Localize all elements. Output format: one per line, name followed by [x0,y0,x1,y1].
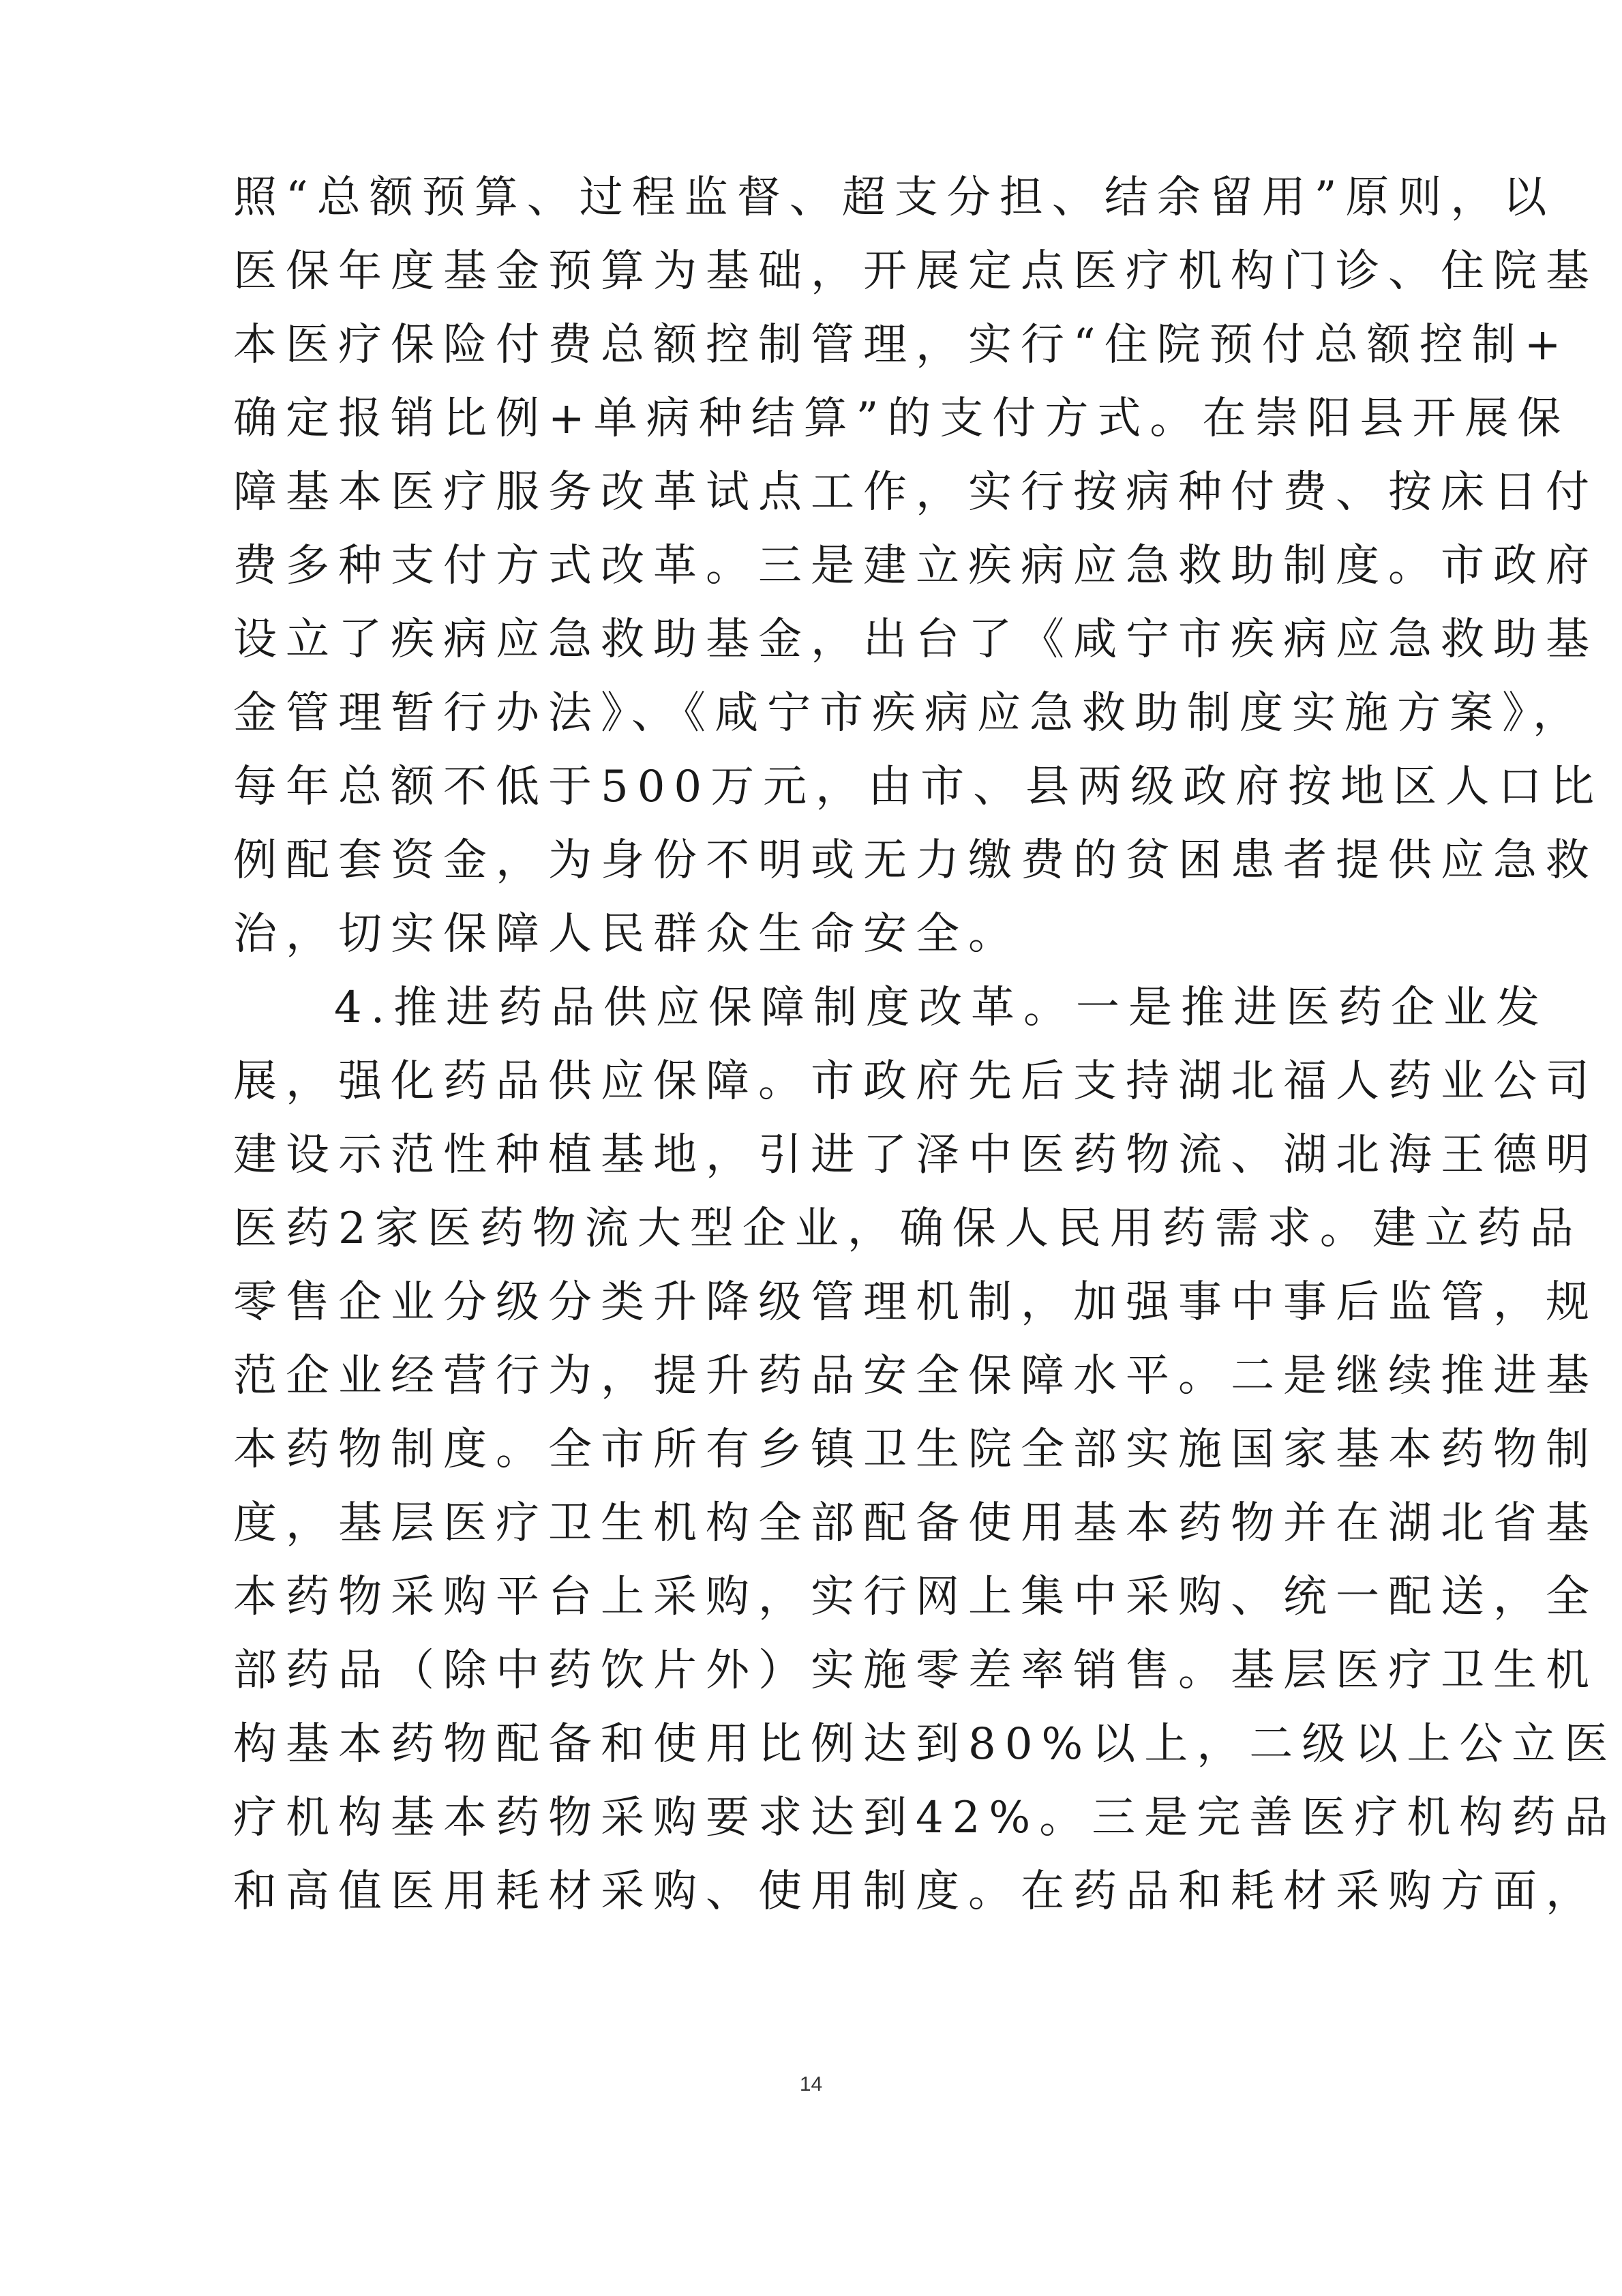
text-line: 和高值医用耗材采购、使用制度。在药品和耗材采购方面， [233,1866,1598,1917]
page-number: 14 [799,2073,823,2096]
text-line: 部药品（除中药饮片外）实施零差率销售。基层医疗卫生机 [233,1645,1598,1696]
text-line: 例配套资金，为身份不明或无力缴费的贫困患者提供应急救 [233,835,1598,886]
text-line: 障基本医疗服务改革试点工作，实行按病种付费、按床日付 [233,467,1598,518]
text-line: 本医疗保险付费总额控制管理，实行“住院预付总额控制+ [233,320,1570,370]
text-line: 范企业经营行为，提升药品安全保障水平。二是继续推进基 [233,1351,1598,1401]
text-line: 4.推进药品供应保障制度改革。一是推进医药企业发 [334,983,1549,1033]
text-line: 构基本药物配备和使用比例达到80%以上，二级以上公立医 [233,1719,1617,1770]
text-line: 医保年度基金预算为基础，开展定点医疗机构门诊、住院基 [233,246,1598,297]
text-line: 度，基层医疗卫生机构全部配备使用基本药物并在湖北省基 [233,1498,1598,1549]
text-line: 治，切实保障人民群众生命安全。 [233,909,1021,959]
text-line: 展，强化药品供应保障。市政府先后支持湖北福人药业公司 [233,1056,1598,1107]
text-line: 建设示范性种植基地，引进了泽中医药物流、湖北海王德明 [233,1130,1598,1180]
text-line: 每年总额不低于500万元，由市、县两级政府按地区人口比 [233,762,1604,812]
text-line: 金管理暂行办法》、《咸宁市疾病应急救助制度实施方案》， [233,688,1585,739]
text-line: 疗机构基本药物采购要求达到42%。三是完善医疗机构药品 [233,1793,1617,1843]
text-line: 确定报销比例+单病种结算”的支付方式。在崇阳县开展保 [233,393,1570,444]
text-line: 医药2家医药物流大型企业，确保人民用药需求。建立药品 [233,1204,1582,1254]
text-line: 零售企业分级分类升降级管理机制，加强事中事后监管，规 [233,1277,1598,1328]
text-line: 费多种支付方式改革。三是建立疾病应急救助制度。市政府 [233,541,1598,591]
text-line: 设立了疾病应急救助基金，出台了《咸宁市疾病应急救助基 [233,614,1598,665]
text-line: 照“总额预算、过程监督、超支分担、结余留用”原则，以 [233,173,1556,223]
text-line: 本药物采购平台上采购，实行网上集中采购、统一配送，全 [233,1572,1598,1622]
text-line: 本药物制度。全市所有乡镇卫生院全部实施国家基本药物制 [233,1425,1598,1475]
